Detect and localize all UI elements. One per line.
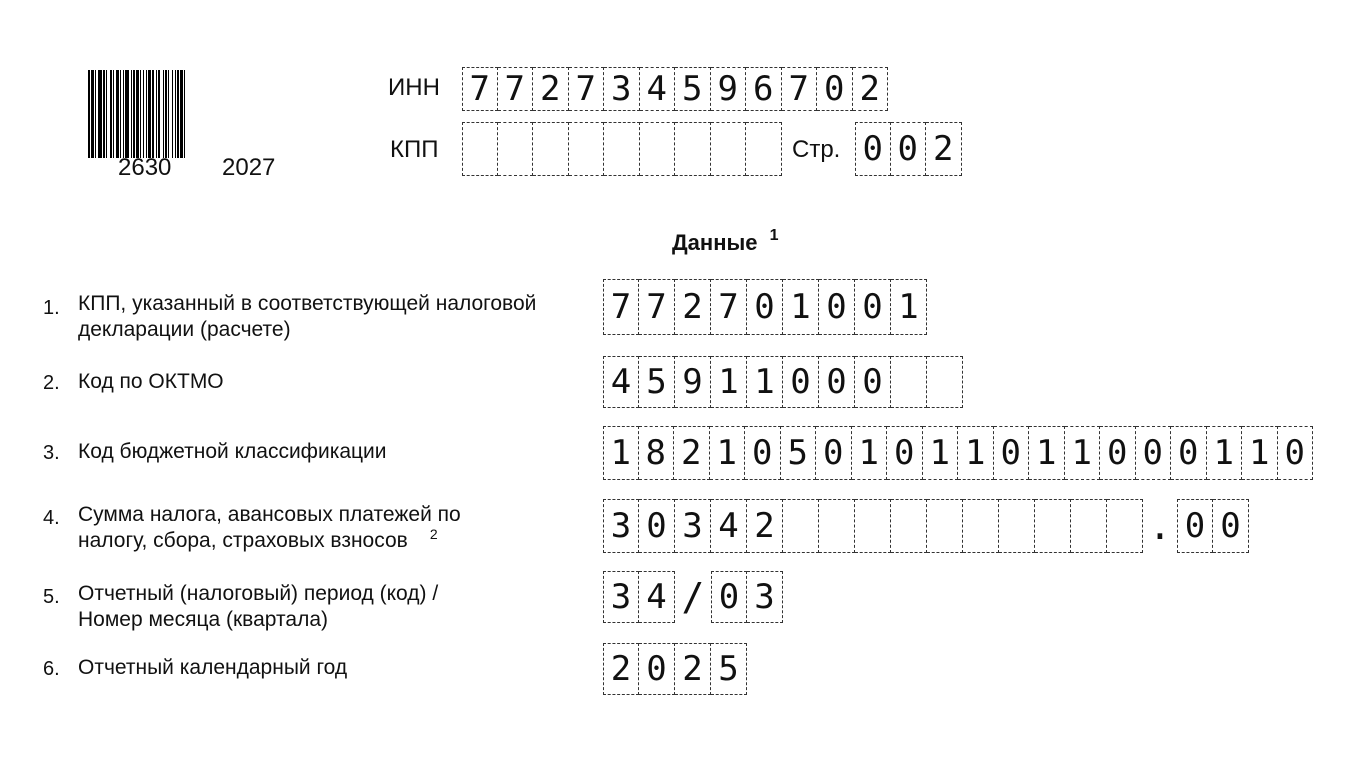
kbk-cell[interactable]: 1 [958,426,994,480]
page-cell[interactable]: 2 [926,122,962,176]
barcode-bar [184,70,185,158]
row-6-number: 6. [43,658,60,680]
tax-amount-cents-cell[interactable]: 0 [1213,499,1249,553]
tax-amount-cell[interactable]: 0 [639,499,675,553]
kbk-cell[interactable]: 5 [781,426,817,480]
kpp-declaration-cell[interactable]: 1 [783,279,819,335]
kpp-cell[interactable] [640,122,676,176]
section-title [672,227,779,256]
tax-amount-cents-cell[interactable]: 0 [1177,499,1213,553]
kbk-cell[interactable]: 2 [674,426,710,480]
kpp-cell[interactable] [746,122,782,176]
kbk-cell[interactable]: 0 [1100,426,1136,480]
year-cell[interactable]: 5 [711,643,747,695]
barcode-bar [156,70,157,158]
row-1-label-line2: декларации (расчете) [78,318,291,341]
tax-amount-cell[interactable] [891,499,927,553]
barcode-bar [131,70,132,158]
kbk-field[interactable] [603,426,1313,480]
kbk-cell[interactable]: 0 [745,426,781,480]
tax-amount-cell[interactable]: 3 [603,499,639,553]
kpp-cell[interactable] [569,122,605,176]
period-month[interactable] [711,571,783,623]
barcode-bar [103,70,105,158]
row-5-label [78,581,438,633]
kpp-declaration-field[interactable] [603,279,927,335]
section-title-footnote: 1 [769,227,779,244]
kpp-field[interactable] [462,122,782,176]
kbk-cell[interactable]: 0 [1278,426,1314,480]
row-3-number: 3. [43,442,60,464]
year-field[interactable] [603,643,747,695]
inn-field[interactable] [462,67,888,111]
barcode-bar [123,70,124,158]
row-4-label-line2-text: налогу, сбора, страховых взносов [78,529,408,552]
oktmo-cell[interactable]: 5 [639,356,675,408]
section-title-text: Данные [672,230,758,255]
inn-cell[interactable]: 6 [746,67,782,111]
barcode-bar [165,70,167,158]
oktmo-cell[interactable] [927,356,963,408]
period-field[interactable] [603,571,783,623]
row-5-label-line2: Номер месяца (квартала) [78,608,328,631]
kbk-cell[interactable]: 1 [1065,426,1101,480]
period-slash: / [681,575,705,619]
row-6-label: Отчетный календарный год [78,656,348,679]
kbk-cell[interactable]: 0 [1171,426,1207,480]
tax-amount-cell[interactable] [927,499,963,553]
barcode-bar [148,70,151,158]
kpp-cell[interactable] [604,122,640,176]
oktmo-cell[interactable]: 0 [855,356,891,408]
barcode-bar [95,70,96,158]
kpp-declaration-cell[interactable]: 7 [711,279,747,335]
kpp-declaration-cell[interactable]: 2 [675,279,711,335]
row-1-label [78,291,536,343]
inn-cell[interactable]: 7 [569,67,605,111]
period-code[interactable] [603,571,675,623]
kpp-declaration-cell[interactable]: 7 [603,279,639,335]
kpp-cell[interactable] [675,122,711,176]
inn-cell[interactable]: 7 [782,67,818,111]
tax-amount-cell[interactable] [1107,499,1143,553]
year-cell[interactable]: 0 [639,643,675,695]
period-code-cell[interactable]: 4 [639,571,675,623]
kbk-cell[interactable]: 1 [1242,426,1278,480]
kbk-cell[interactable]: 1 [1207,426,1243,480]
inn-cell[interactable]: 2 [533,67,569,111]
tax-amount-cell[interactable] [819,499,855,553]
tax-amount-cell[interactable] [1071,499,1107,553]
inn-cell[interactable]: 7 [498,67,534,111]
kbk-cell[interactable]: 0 [887,426,923,480]
row-5-label-line1: Отчетный (налоговый) период (код) / [78,582,439,605]
kbk-cell[interactable]: 1 [923,426,959,480]
row-1-number: 1. [43,297,60,319]
kpp-cell[interactable] [462,122,498,176]
kbk-cell[interactable]: 1 [603,426,639,480]
oktmo-cell[interactable]: 1 [711,356,747,408]
barcode-bar [143,70,144,158]
barcode-bar [116,70,119,158]
barcode-bar [120,70,121,158]
row-2-label: Код по ОКТМО [78,370,224,393]
row-4-label-line2 [78,528,461,555]
oktmo-cell[interactable]: 1 [747,356,783,408]
kbk-cell[interactable]: 1 [710,426,746,480]
inn-cell[interactable]: 7 [462,67,498,111]
barcode-bar [177,70,179,158]
tax-amount-field[interactable] [603,499,1249,553]
inn-cell[interactable]: 9 [711,67,747,111]
kpp-declaration-cell[interactable]: 0 [819,279,855,335]
row-4-label [78,502,461,555]
page-cell[interactable]: 0 [855,122,891,176]
barcode-bar [98,70,102,158]
kbk-cell[interactable]: 0 [1136,426,1172,480]
barcode-bar [146,70,147,158]
period-month-cell[interactable]: 0 [711,571,747,623]
tax-amount-cell[interactable] [999,499,1035,553]
inn-cell[interactable]: 3 [604,67,640,111]
barcode-bar [136,70,139,158]
year-cell[interactable]: 2 [603,643,639,695]
barcode-image [88,70,314,158]
tax-amount-cell[interactable] [855,499,891,553]
oktmo-cell[interactable]: 0 [783,356,819,408]
row-4-number: 4. [43,507,60,529]
barcode-bar [110,70,112,158]
barcode-bar [133,70,135,158]
oktmo-field[interactable] [603,356,963,408]
barcode-bar [125,70,129,158]
barcode-bar [113,70,114,158]
barcode-bar [172,70,173,158]
kpp-declaration-cell[interactable]: 7 [639,279,675,335]
inn-label: ИНН [388,74,440,101]
barcode-bar [91,70,94,158]
kpp-declaration-cell[interactable]: 1 [891,279,927,335]
kbk-cell[interactable]: 0 [816,426,852,480]
kpp-cell[interactable] [711,122,747,176]
oktmo-cell[interactable] [891,356,927,408]
period-month-cell[interactable]: 3 [747,571,783,623]
barcode-bar [180,70,183,158]
barcode-bar [158,70,160,158]
barcode-bar [152,70,154,158]
barcode-bar [106,70,107,158]
barcode-bar [88,70,90,158]
tax-amount-cell[interactable]: 4 [711,499,747,553]
barcode-bar [168,70,169,158]
barcode-left-number: 2630 [118,154,172,181]
row-2-number: 2. [43,372,60,394]
kbk-cell[interactable]: 0 [994,426,1030,480]
kbk-cell[interactable]: 8 [639,426,675,480]
barcode-bar [175,70,176,158]
inn-cell[interactable]: 5 [675,67,711,111]
inn-cell[interactable]: 0 [817,67,853,111]
page-number-field[interactable] [855,122,962,176]
tax-amount-cell[interactable]: 3 [675,499,711,553]
tax-amount-cents[interactable] [1177,499,1249,553]
row-3-label: Код бюджетной классификации [78,440,387,463]
row-5-number: 5. [43,586,60,608]
inn-cell[interactable]: 4 [640,67,676,111]
barcode-right-number: 2027 [222,154,276,181]
oktmo-cell[interactable]: 4 [603,356,639,408]
kbk-cell[interactable]: 1 [852,426,888,480]
decimal-separator: . [1148,504,1172,548]
row-4-footnote: 2 [429,526,438,542]
kpp-cell[interactable] [533,122,569,176]
tax-amount-cell[interactable] [963,499,999,553]
barcode-bar [163,70,164,158]
oktmo-cell[interactable]: 9 [675,356,711,408]
page-cell[interactable]: 0 [891,122,927,176]
kbk-cell[interactable]: 1 [1029,426,1065,480]
kpp-declaration-cell[interactable]: 0 [855,279,891,335]
page-label: Стр. [792,136,841,163]
tax-amount-cell[interactable] [1035,499,1071,553]
kpp-declaration-cell[interactable]: 0 [747,279,783,335]
kpp-label: КПП [390,136,439,163]
inn-cell[interactable]: 2 [853,67,889,111]
row-4-label-line1: Сумма налога, авансовых платежей по [78,503,461,526]
tax-amount-cell[interactable] [783,499,819,553]
oktmo-cell[interactable]: 0 [819,356,855,408]
year-cell[interactable]: 2 [675,643,711,695]
row-1-label-line1: КПП, указанный в соответствующей налоговой [78,292,537,315]
barcode-bar [140,70,141,158]
kpp-cell[interactable] [498,122,534,176]
period-code-cell[interactable]: 3 [603,571,639,623]
tax-amount-cell[interactable]: 2 [747,499,783,553]
